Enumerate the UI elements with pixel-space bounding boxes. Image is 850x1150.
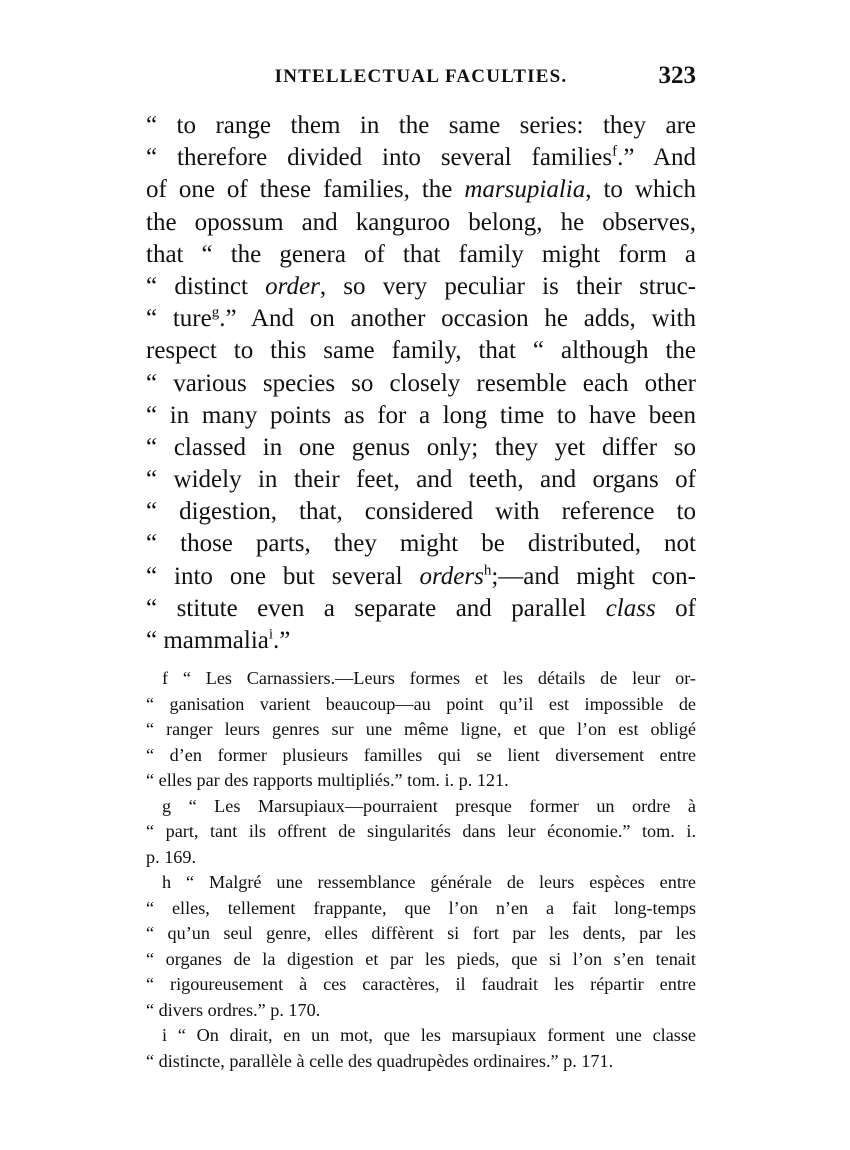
text-line: “ into one but several orders$^h$;—and might con- <box>146 562 696 590</box>
footnote-f <box>146 666 696 794</box>
page-header <box>146 62 696 98</box>
footnote-line: “ rigoureusement à ces caractères, il faudrait les répartir entre <box>146 974 696 994</box>
footnote-line: “ ganisation varient beaucoup—au point qu’il est impossible de <box>146 693 696 714</box>
text-line: “ various species so closely resemble each other <box>146 369 696 397</box>
footnote-h <box>146 870 696 1023</box>
footnote-ref-f: f <box>612 143 618 160</box>
footnote-i <box>146 1023 696 1074</box>
main-text <box>146 110 696 657</box>
footnote-line: f “ Les Carnassiers.—Leurs formes et les détails de leur or- <box>162 668 696 688</box>
footnote-line: p. 169. <box>146 846 197 867</box>
text-line: “ in many points as for a long time to have been <box>146 401 696 429</box>
footnotes <box>146 666 696 1074</box>
footnote-line: “ elles par des rapports multipliés.” tom. i. p. 121. <box>146 770 509 790</box>
text-line: “ those parts, they might be distributed, not <box>146 530 696 558</box>
text-line: “ mammalia$^i$.” <box>146 626 291 654</box>
running-title: INTELLECTUAL FACULTIES. <box>274 66 568 87</box>
text-line: respect to this same family, that “ although the <box>146 337 696 365</box>
text-line: “ distinct order, so very peculiar is their struc- <box>146 272 696 300</box>
footnote-ref-g: g <box>211 304 220 321</box>
text-line: the opossum and kanguroo belong, he observes, <box>146 208 696 236</box>
footnote-line: “ elles, tellement frappante, que l’on n’en a fait long-temps <box>146 897 696 918</box>
footnote-ref-h: h <box>483 562 492 579</box>
text-line: “ stitute even a separate and parallel class of <box>146 594 696 622</box>
footnote-line: “ qu’un seul genre, elles diffèrent si fort par les dents, par les <box>146 923 696 943</box>
footnote-line: “ organes de la digestion et par les pieds, que si l’on s’en tenait <box>146 948 696 969</box>
text-line: “ digestion, that, considered with reference to <box>146 498 696 526</box>
footnote-line: “ distincte, parallèle à celle des quadrupèdes ordinaires.” p. 171. <box>146 1050 614 1071</box>
text-line: “ widely in their feet, and teeth, and organs of <box>146 466 696 494</box>
text-line: “ therefore divided into several families$^f$.” And <box>146 143 696 172</box>
footnote-ref-i: i <box>268 626 274 643</box>
text-line: “ ture$^g$.” And on another occasion he adds, with <box>146 304 696 333</box>
footnote-line: “ part, tant ils offrent de singularités dans leur économie.” tom. i. <box>146 821 696 841</box>
footnote-line: g “ Les Marsupiaux—pourraient presque former un ordre à <box>162 795 696 816</box>
footnote-line: “ ranger leurs genres sur une même ligne, et que l’on est obligé <box>146 719 696 739</box>
text-line: “ classed in one genus only; they yet differ so <box>146 433 696 461</box>
text-line: “ to range them in the same series: they are <box>146 112 696 139</box>
footnote-line: i “ On dirait, en un mot, que les marsupiaux forment une classe <box>162 1025 696 1045</box>
footnote-line: “ divers ordres.” p. 170. <box>146 999 321 1020</box>
page-number: 323 <box>658 62 696 89</box>
text-line: that “ the genera of that family might form a <box>146 240 696 268</box>
footnote-line: h “ Malgré une ressemblance générale de leurs espèces entre <box>162 872 696 892</box>
footnote-line: “ d’en former plusieurs familles qui se lient diversement entre <box>146 744 696 765</box>
footnote-g <box>146 794 696 871</box>
text-line: of one of these families, the marsupialia, to which <box>146 176 697 204</box>
